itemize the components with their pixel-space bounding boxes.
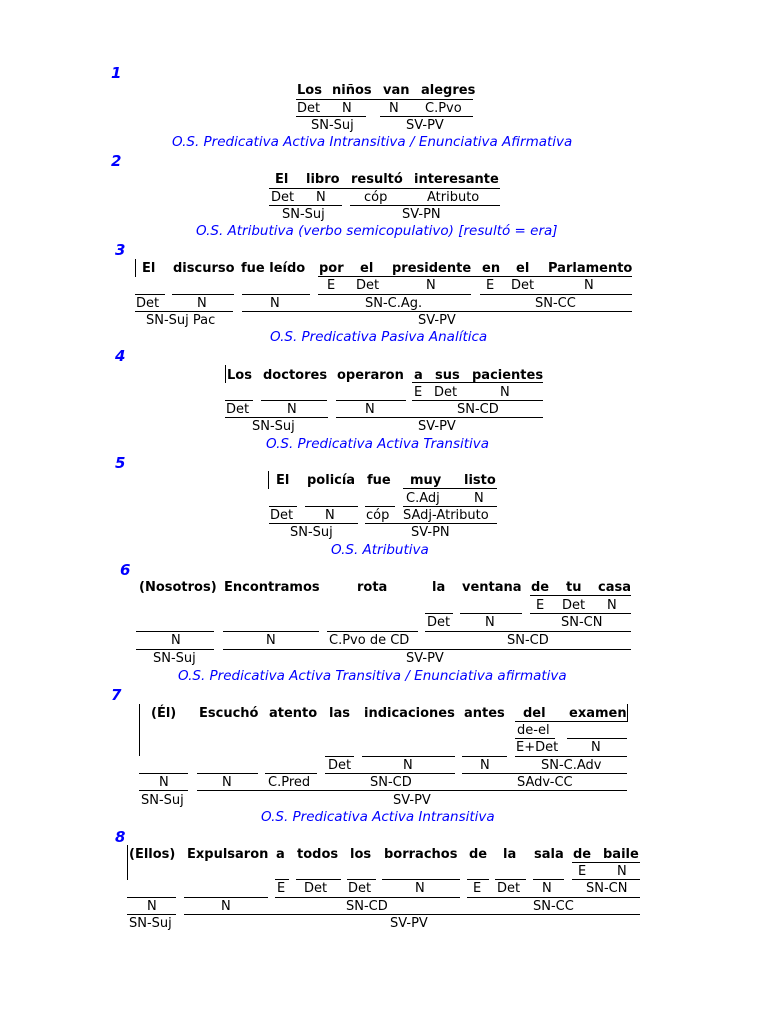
word: Escuchó — [199, 706, 259, 721]
underline — [223, 631, 319, 632]
tag: E — [536, 598, 545, 613]
tag: Det — [328, 758, 352, 773]
tag: SN-CD — [457, 402, 499, 417]
underline — [127, 897, 176, 898]
sentence-number: 2 — [111, 152, 122, 170]
sentence-number: 1 — [111, 64, 122, 82]
underline — [242, 311, 632, 312]
bracket — [139, 704, 140, 756]
underline — [362, 756, 455, 757]
tag: Det — [348, 881, 372, 896]
underline — [515, 756, 627, 757]
sentence-caption: O.S. Predicativa Activa Transitiva — [266, 436, 490, 452]
underline — [197, 773, 258, 774]
underline — [572, 862, 640, 863]
underline — [225, 400, 253, 401]
word: del — [523, 706, 546, 721]
tag: cóp — [364, 190, 388, 205]
tag: N — [287, 402, 297, 417]
tag: N — [617, 864, 627, 879]
word: los — [350, 847, 372, 862]
word: en — [482, 261, 501, 276]
tag: N — [480, 758, 490, 773]
tag: de-el — [517, 723, 550, 738]
tag: SN-CD — [370, 775, 412, 790]
word: listo — [464, 473, 496, 488]
word: las — [329, 706, 350, 721]
tag: N — [365, 402, 375, 417]
word: a — [276, 847, 285, 862]
underline — [197, 790, 627, 791]
word: libro — [306, 172, 340, 187]
word: Encontramos — [224, 580, 320, 595]
tag: Det — [271, 190, 295, 205]
word: a — [414, 368, 423, 383]
tag: SN-CN — [586, 881, 628, 896]
tag: E — [327, 278, 336, 293]
underline — [347, 879, 376, 880]
underline — [325, 773, 455, 774]
tag: N — [147, 899, 157, 914]
underline — [265, 773, 317, 774]
sentence-number: 4 — [115, 347, 126, 365]
tag: N — [342, 101, 352, 116]
tag: SN-C.Ag. — [365, 296, 423, 311]
bracket — [225, 365, 226, 383]
tag: N — [485, 615, 495, 630]
tag: Det — [434, 385, 458, 400]
tag: Det — [511, 278, 535, 293]
underline — [269, 523, 358, 524]
tag: Det — [136, 296, 160, 311]
sentence-caption: O.S. Predicativa Activa Intransitiva / Enunciativa Afirmativa — [172, 134, 573, 150]
tag: Det — [297, 101, 321, 116]
underline — [139, 790, 188, 791]
phrase-tag: SN-Suj — [282, 207, 325, 222]
tag: cóp — [366, 508, 390, 523]
underline — [530, 613, 631, 614]
tag: Det — [226, 402, 250, 417]
word: pacientes — [472, 368, 544, 383]
underline — [460, 613, 522, 614]
bracket — [127, 845, 128, 880]
underline — [467, 897, 640, 898]
word: (Él) — [151, 706, 177, 721]
word: alegres — [421, 83, 476, 98]
word: Expulsaron — [187, 847, 269, 862]
word: ventana — [462, 580, 522, 595]
tag: E — [277, 881, 286, 896]
underline — [269, 188, 500, 189]
phrase-tag: SN-Suj — [153, 651, 196, 666]
word: van — [383, 83, 410, 98]
sentence-number: 5 — [115, 454, 126, 472]
underline — [275, 879, 289, 880]
tag: N — [426, 278, 436, 293]
underline — [269, 205, 342, 206]
sentence-caption: O.S. Atributiva (verbo semicopulativo) [resultó = era] — [196, 223, 558, 239]
tag: C.Pvo — [425, 101, 462, 116]
tag: N — [389, 101, 399, 116]
underline — [269, 506, 297, 507]
word: tu — [566, 580, 582, 595]
tag: N — [270, 296, 280, 311]
phrase-tag: SN-Suj — [290, 525, 333, 540]
sentence-number: 3 — [115, 241, 126, 259]
underline — [296, 879, 341, 880]
underline — [336, 417, 543, 418]
word: Parlamento — [548, 261, 633, 276]
word: El — [276, 473, 290, 488]
tag: SN-C.Adv — [541, 758, 602, 773]
underline — [515, 721, 627, 722]
word: (Ellos) — [129, 847, 176, 862]
phrase-tag: SN-Suj — [252, 419, 295, 434]
underline — [365, 506, 395, 507]
word: todos — [297, 847, 339, 862]
word: discurso — [173, 261, 235, 276]
tag: E — [486, 278, 495, 293]
word: interesante — [414, 172, 499, 187]
word: la — [503, 847, 517, 862]
underline — [325, 756, 354, 757]
underline — [327, 631, 418, 632]
word: El — [142, 261, 156, 276]
tag: Det — [356, 278, 380, 293]
tag: C.Adj — [406, 491, 440, 506]
tag: N — [584, 278, 594, 293]
tag: N — [474, 491, 484, 506]
word: operaron — [337, 368, 404, 383]
tag: C.Pred — [268, 775, 311, 790]
tag: Atributo — [427, 190, 480, 205]
tag: N — [542, 881, 552, 896]
tag: SN-CC — [533, 899, 574, 914]
underline — [350, 205, 500, 206]
sentence-caption: O.S. Predicativa Activa Intransitiva — [261, 809, 495, 825]
word: antes — [464, 706, 505, 721]
underline — [412, 382, 543, 383]
tag: N — [316, 190, 326, 205]
word: la — [432, 580, 446, 595]
underline — [467, 879, 489, 880]
word: El — [275, 172, 289, 187]
phrase-tag: SV-PV — [406, 651, 444, 666]
underline — [462, 756, 507, 757]
tag: N — [171, 633, 181, 648]
tag: Det — [304, 881, 328, 896]
underline — [403, 488, 497, 489]
word: de — [531, 580, 550, 595]
word: casa — [598, 580, 631, 595]
tag: N — [415, 881, 425, 896]
word: (Nosotros) — [139, 580, 217, 595]
tag: SAdv-CC — [517, 775, 573, 790]
tag: N — [266, 633, 276, 648]
underline — [305, 506, 358, 507]
sentence-number: 7 — [111, 686, 122, 704]
tag: Det — [562, 598, 586, 613]
tag: E — [473, 881, 482, 896]
underline — [382, 879, 460, 880]
underline — [296, 116, 366, 117]
phrase-tag: SN-Suj Pac — [146, 313, 216, 328]
tag: E — [414, 385, 423, 400]
underline — [136, 631, 214, 632]
tag: N — [500, 385, 510, 400]
underline — [225, 417, 328, 418]
word: fue — [367, 473, 391, 488]
underline — [572, 879, 640, 880]
tag: C.Pvo de CD — [329, 633, 410, 648]
phrase-tag: SN-Suj — [141, 793, 184, 808]
tag: SN-CD — [507, 633, 549, 648]
word: examen — [569, 706, 627, 721]
tag: SAdj-Atributo — [403, 508, 489, 523]
word: borrachos — [384, 847, 458, 862]
sentence-caption: O.S. Predicativa Activa Transitiva / Enunciativa afirmativa — [178, 668, 567, 684]
underline — [495, 879, 526, 880]
underline — [412, 400, 543, 401]
word: baile — [603, 847, 639, 862]
word: doctores — [263, 368, 328, 383]
bracket — [627, 704, 628, 722]
underline — [403, 506, 497, 507]
sentence-caption: O.S. Predicativa Pasiva Analítica — [270, 329, 488, 345]
underline — [275, 897, 460, 898]
tag: N — [221, 899, 231, 914]
word: presidente — [392, 261, 472, 276]
underline — [135, 294, 165, 295]
tag: Det — [270, 508, 294, 523]
word: Los — [297, 83, 322, 98]
underline — [242, 294, 310, 295]
tag: SN-CC — [535, 296, 576, 311]
underline — [127, 914, 176, 915]
tag: E+Det — [516, 740, 559, 755]
word: sala — [534, 847, 564, 862]
word: policía — [307, 473, 356, 488]
word: resultó — [351, 172, 403, 187]
underline — [184, 914, 640, 915]
underline — [515, 738, 555, 739]
word: el — [516, 261, 530, 276]
phrase-tag: SV-PV — [390, 916, 428, 931]
word: indicaciones — [364, 706, 455, 721]
underline — [380, 116, 473, 117]
phrase-tag: SV-PV — [418, 419, 456, 434]
underline — [425, 631, 631, 632]
tag: Det — [497, 881, 521, 896]
tag: N — [607, 598, 617, 613]
underline — [336, 400, 406, 401]
word: de — [573, 847, 592, 862]
tag: N — [325, 508, 335, 523]
underline — [567, 738, 627, 739]
underline — [135, 311, 233, 312]
sentence-caption: O.S. Atributiva — [331, 542, 429, 558]
word: atento — [269, 706, 318, 721]
tag: Det — [427, 615, 451, 630]
word: por — [319, 261, 344, 276]
word: rota — [357, 580, 388, 595]
phrase-tag: SV-PN — [402, 207, 441, 222]
phrase-tag: SN-Suj — [129, 916, 172, 931]
bracket — [135, 259, 136, 277]
underline — [530, 595, 631, 596]
underline — [318, 294, 471, 295]
underline — [296, 99, 473, 100]
sentence-number: 6 — [120, 561, 131, 579]
underline — [172, 294, 234, 295]
tag: N — [591, 740, 601, 755]
underline — [318, 276, 632, 277]
word: el — [360, 261, 374, 276]
tag: N — [159, 775, 169, 790]
underline — [136, 649, 214, 650]
tag: SN-CD — [346, 899, 388, 914]
tag: SN-CN — [561, 615, 603, 630]
underline — [480, 294, 632, 295]
tag: N — [197, 296, 207, 311]
word: niños — [332, 83, 372, 98]
phrase-tag: SV-PV — [393, 793, 431, 808]
word: de — [469, 847, 488, 862]
tag: N — [222, 775, 232, 790]
bracket — [268, 471, 269, 489]
phrase-tag: SN-Suj — [311, 118, 354, 133]
underline — [533, 879, 564, 880]
underline — [223, 649, 631, 650]
word: sus — [435, 368, 460, 383]
tag: E — [578, 864, 587, 879]
word: Los — [227, 368, 252, 383]
underline — [184, 897, 268, 898]
phrase-tag: SV-PV — [406, 118, 444, 133]
tag: N — [403, 758, 413, 773]
word: fue leído — [241, 261, 306, 276]
underline — [139, 773, 188, 774]
underline — [462, 773, 627, 774]
phrase-tag: SV-PV — [418, 313, 456, 328]
word: muy — [410, 473, 442, 488]
phrase-tag: SV-PN — [411, 525, 450, 540]
underline — [425, 613, 453, 614]
underline — [261, 400, 327, 401]
sentence-number: 8 — [115, 828, 126, 846]
underline — [365, 523, 497, 524]
